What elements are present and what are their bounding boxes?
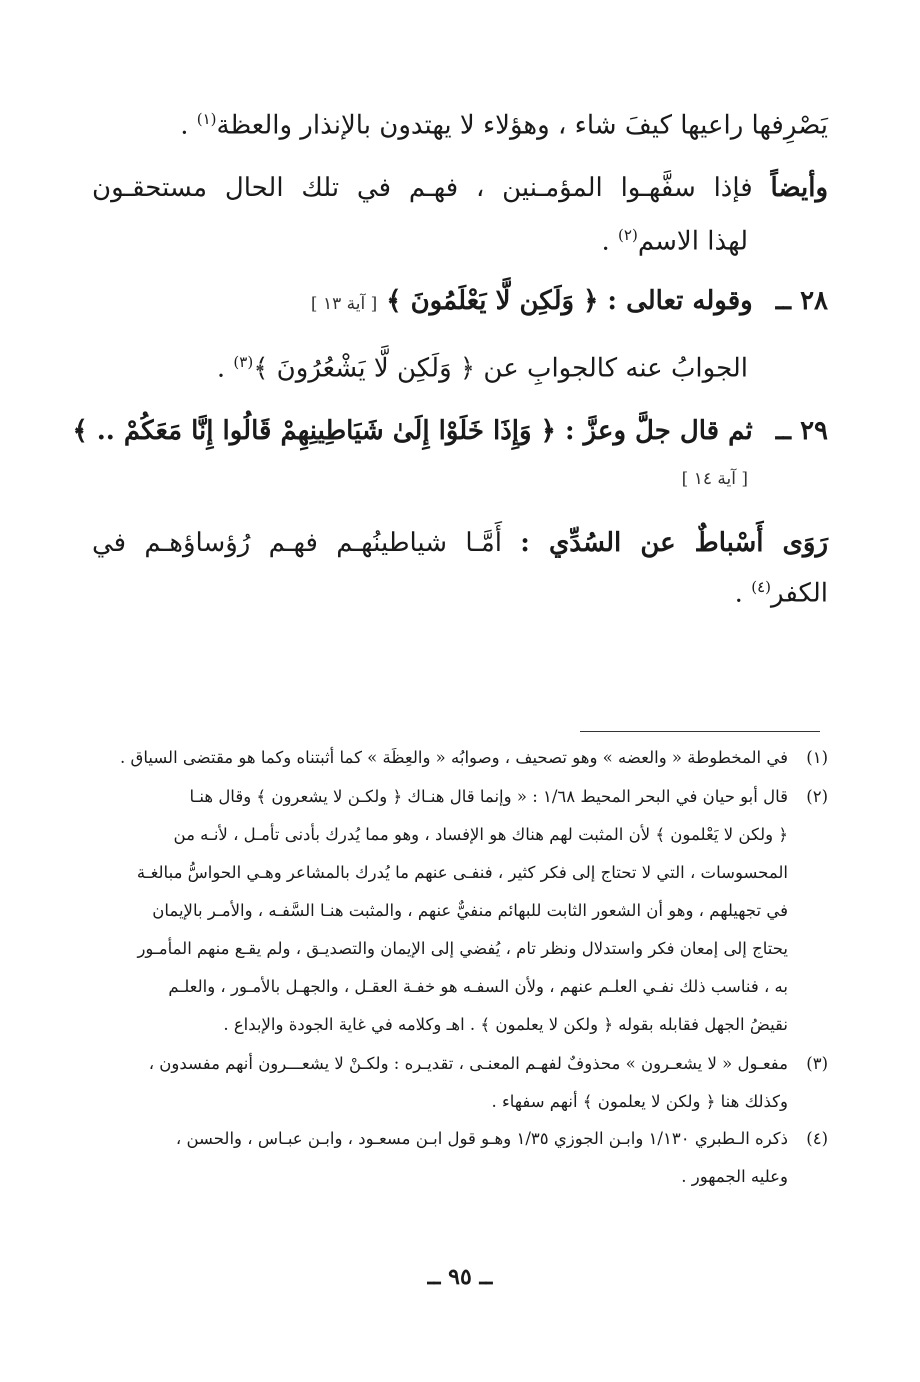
item-29-verse-ref-line xyxy=(682,471,748,488)
item-28-verse-ref: [ آية ١٣ ] xyxy=(310,294,378,314)
footnote-2-line-7: نقيضُ الجهل فقابله بقوله ﴿ ولكن لا يعلمون ﴾ . اهـ وكلامه في غاية الجودة والإبداع . xyxy=(223,1015,788,1034)
footnote-3-number: (٣) xyxy=(806,1054,828,1073)
body-line-2 xyxy=(92,175,828,201)
footnote-2-line-3: المحسوسات ، التي لا تحتاج إلى فكر كثير ، فنفـى عنهم ما يُدرك بالمشاعر وهـي الحواسُّ مبالغـة xyxy=(136,863,788,882)
footnote-1-number: (١) xyxy=(806,748,828,767)
footnote-2-line-4: في تجهيلهم ، وهو أن الشعور الثابت للبهائم منفيٌّ عنهم ، والمثبت هنـا السَّفـه ، والأمـر بالإيمان xyxy=(152,901,788,920)
footnote-1-line-1: في المخطوطة « والعضه » وهو تصحيف ، وصوابُه « والعِظَة » كما أثبتناه وكما هو مقتضى السياق . xyxy=(120,748,788,767)
footnote-ref-3: (٣) xyxy=(233,353,254,371)
footnote-2-line-6: به ، فناسب ذلك نفـي العلـم عنهم ، ولأن السفـه هو خفـة العقـل ، والجهـل بالأمـور ، والعلـم xyxy=(168,977,788,996)
body-line-1-text: يَصْرِفها راعيها كيفَ شاء ، وهؤلاء لا يهتدون بالإنذار والعظة xyxy=(216,110,828,141)
footnote-4-line-1: ذكره الـطبري ١/١٣٠ وابـن الجوزي ١/٣٥ وهـو قول ابـن مسعـود ، وابـن عبـاس ، والحسن ، xyxy=(175,1129,788,1148)
body-line-2-lead: وأيضاً xyxy=(770,173,828,203)
footnote-2-number: (٢) xyxy=(806,787,828,806)
item-28-answer: الجوابُ عنه كالجوابِ عن ﴿ وَلَكِن لَّا يَشْعُرُونَ ﴾$^{(٣)}$ . xyxy=(216,353,748,384)
item-28-number: ٢٨ ــ xyxy=(775,286,828,316)
page-number: ــ ٩٥ ــ xyxy=(427,1264,493,1290)
body-line-3: لهذا الاسم$^{(٢)}$ . xyxy=(601,226,748,257)
item-29-narration-text: أَمَّـا شياطينُهـم فهـم رُؤساؤهـم في xyxy=(92,528,503,558)
item-29-verse-ref: [ آية ١٤ ] xyxy=(681,469,748,489)
footnote-3-line-1: مفعـول « لا يشعـرون » محذوفٌ لفهـم المعنـى ، تقديـره : ولكـنْ لا يشعـــرون أنهم مفسدون ، xyxy=(148,1054,788,1073)
item-29-heading xyxy=(72,418,828,444)
body-line-2-text: فإذا سفَّهـوا المؤمـنين ، فهـم في تلك الحال مستحقـون xyxy=(92,173,753,203)
footnote-4-line-2: وعليه الجمهور . xyxy=(681,1167,788,1186)
item-29-narration xyxy=(92,530,828,556)
footnote-2-line-1: قال أبو حيان في البحر المحيط ١/٦٨ : « وإنما قال هنـاك ﴿ ولكـن لا يشعرون ﴾ وقال هنـا xyxy=(189,787,788,806)
footnote-ref-4: (٤) xyxy=(751,578,771,596)
item-29-narration-end: الكفر$^{(٤)}$ . xyxy=(734,578,828,609)
body-line-1: يَصْرِفها راعيها كيفَ شاء ، وهؤلاء لا يهتدون بالإنذار والعظة$^{(١)}$ . xyxy=(180,110,828,141)
footnote-2-line-5: يحتاج إلى إمعان فكر واستدلال ونظر تام ، يُفضي إلى الإيمان والتصديـق ، ولم يقـع منهم المأمـور xyxy=(137,939,788,958)
item-29-quran-quote: ﴿ وَإِذَا خَلَوْا إِلَىٰ شَيَاطِينِهِمْ قَالُوا إِنَّا مَعَكُمْ .. ﴾ xyxy=(72,416,556,446)
footnote-ref-2: (٢) xyxy=(618,226,638,244)
footnote-4-number: (٤) xyxy=(806,1129,828,1148)
body-line-3-text: لهذا الاسم xyxy=(637,226,748,257)
footnote-3-line-2: وكذلك هنا ﴿ ولكن لا يعلمون ﴾ أنهم سفهاء . xyxy=(491,1092,788,1111)
item-28-answer-text: الجوابُ عنه كالجوابِ عن ﴿ وَلَكِن لَّا يَشْعُرُونَ ﴾ xyxy=(253,353,748,384)
item-28-intro: وقوله تعالى : xyxy=(607,286,753,316)
footnote-2-line-2: ﴿ ولكن لا يَعْلمون ﴾ لأن المثبت لهم هناك هو الإفساد ، وهو مما يُدرك بأدنى تأمـل ، لأنـه من xyxy=(173,825,788,844)
item-29-narration-lead: رَوَى أَسْباطٌ عن السُدِّي : xyxy=(520,528,829,558)
item-28-heading xyxy=(311,288,828,314)
item-29-intro: ثم قال جلَّ وعزَّ : xyxy=(564,416,753,446)
footnote-ref-1: (١) xyxy=(196,110,217,128)
item-29-narration-end-text: الكفر xyxy=(770,578,828,609)
item-29-number: ٢٩ ــ xyxy=(775,416,828,446)
item-28-quran-quote: ﴿ وَلَكِن لَّا يَعْلَمُونَ ﴾ xyxy=(386,286,599,316)
footnote-separator xyxy=(580,731,820,732)
